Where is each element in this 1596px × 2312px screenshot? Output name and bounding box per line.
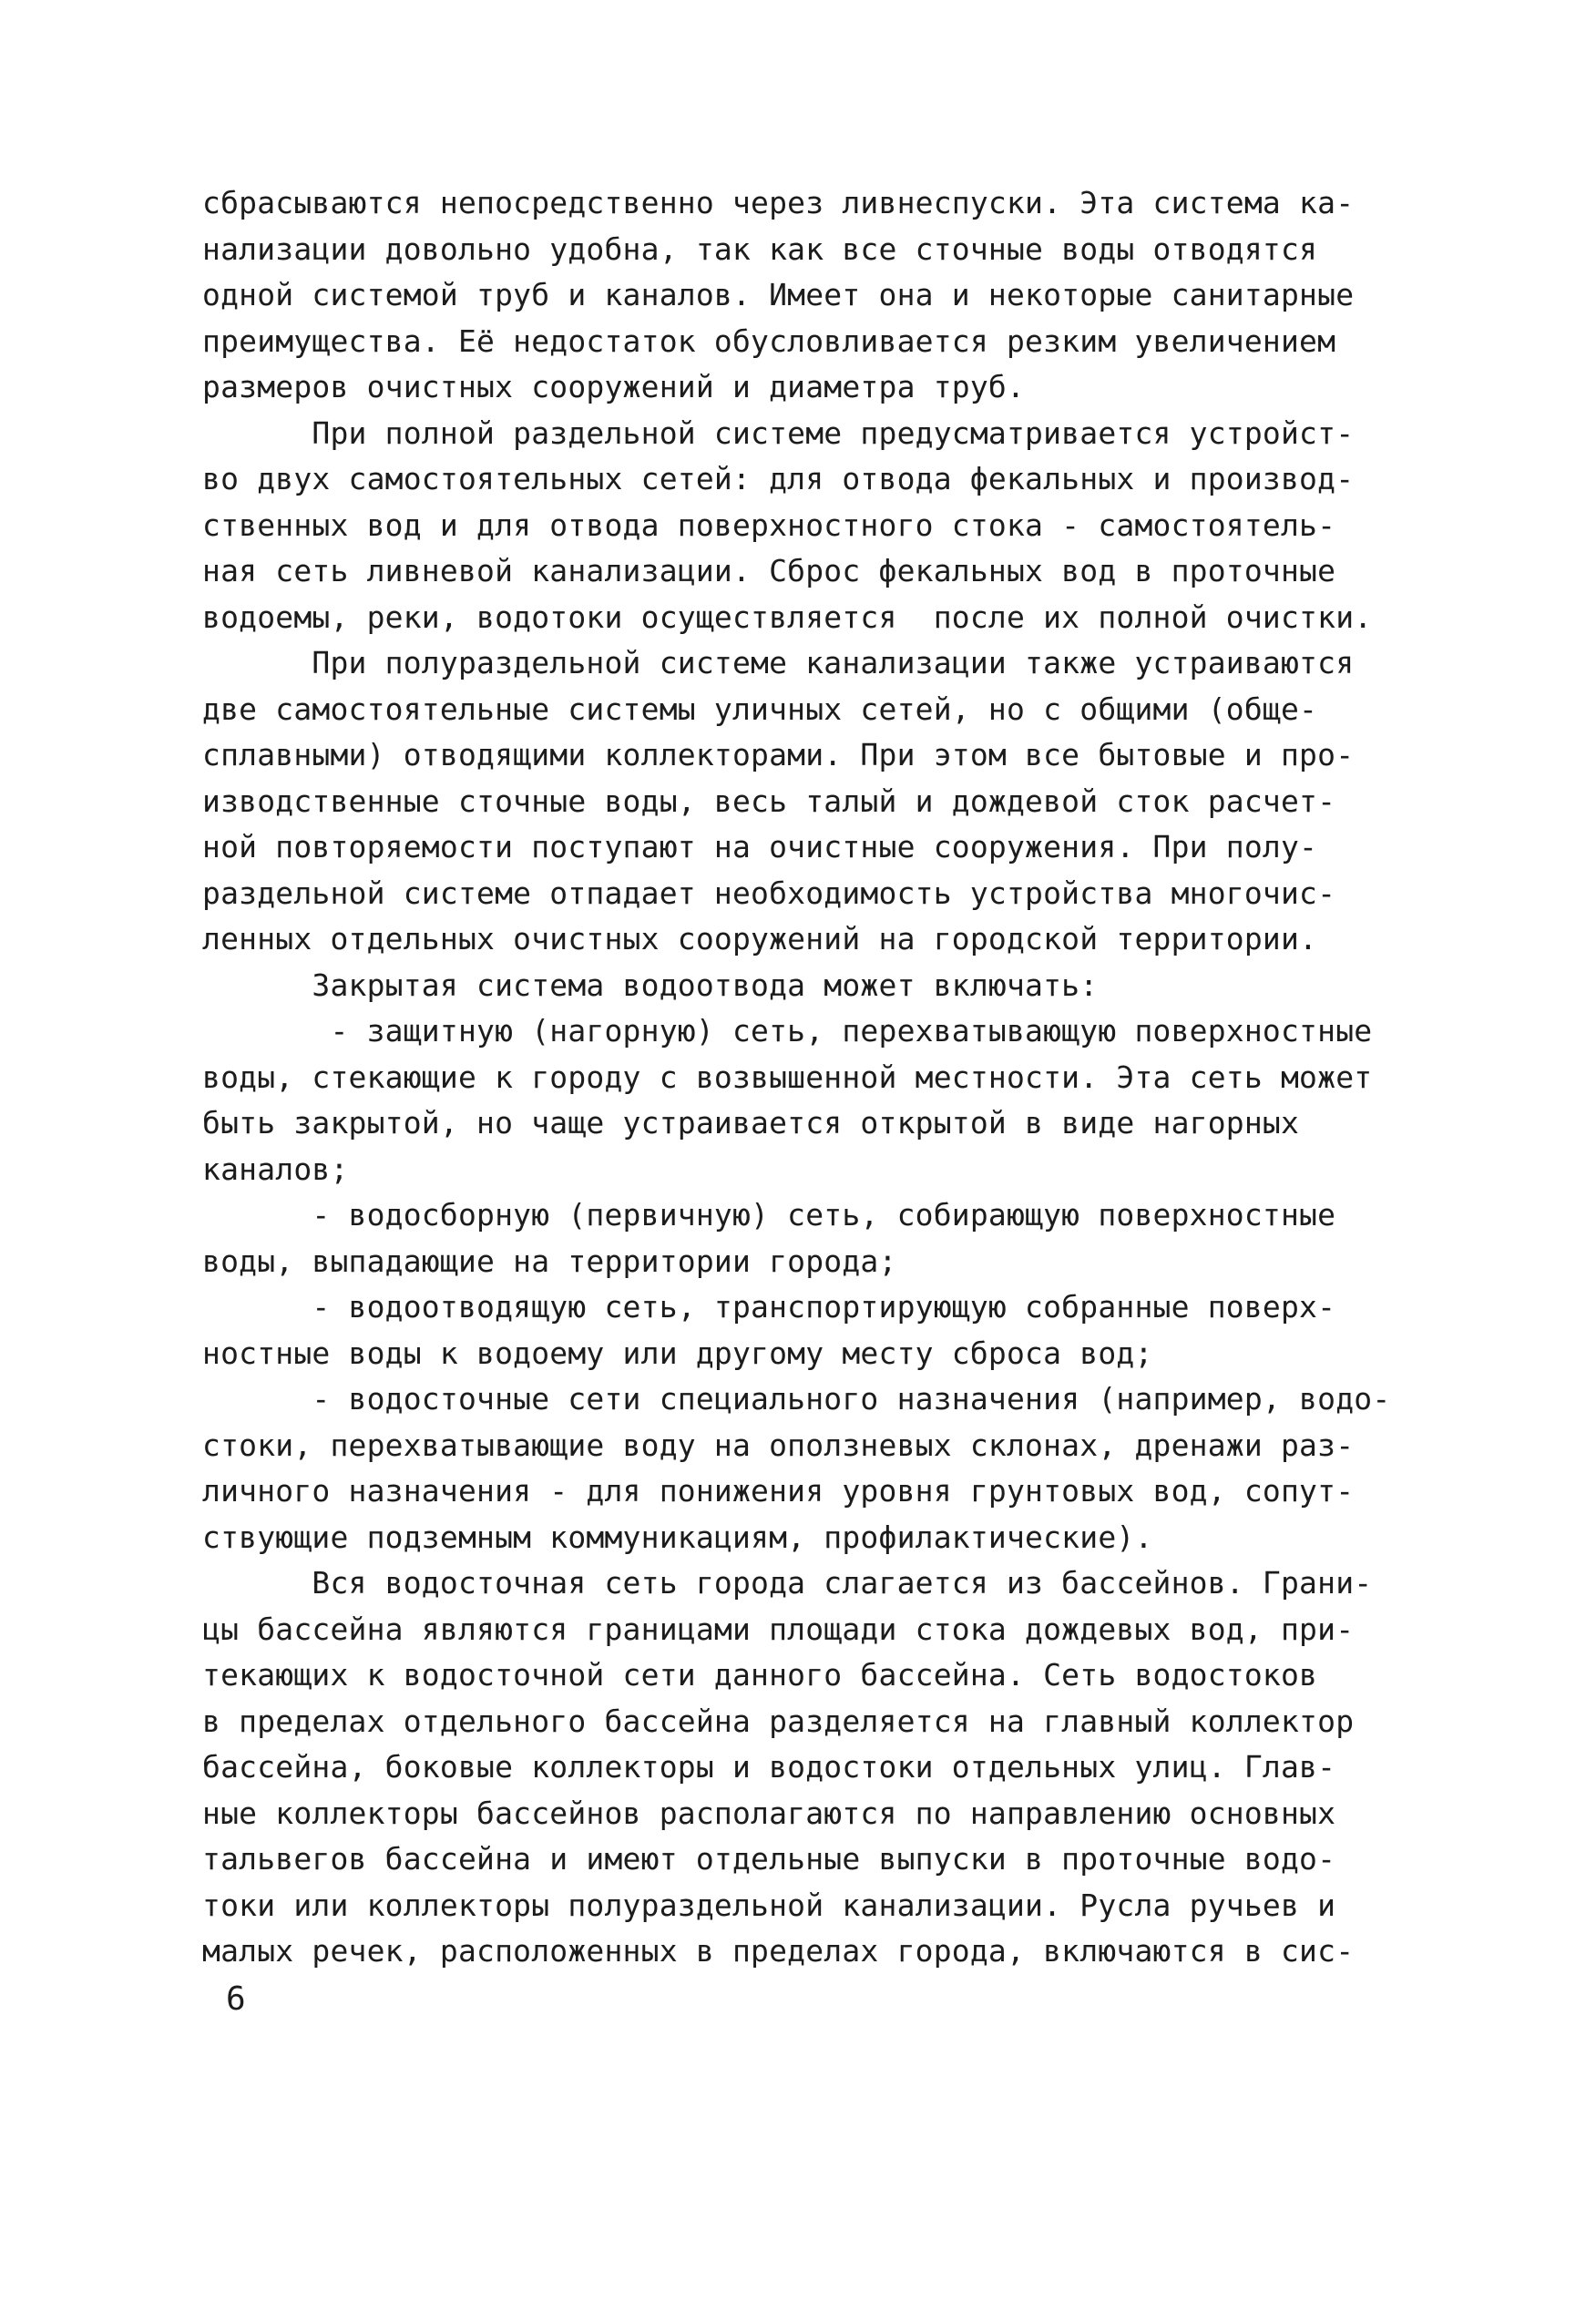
page-number: 6: [226, 1980, 246, 2018]
text-line: ствующие подземным коммуникациям, профилактические).: [202, 1519, 1153, 1555]
text-line: во двух самостоятельных сетей: для отвода фекальных и производ-: [202, 461, 1355, 496]
text-line: ной повторяемости поступают на очистные сооружения. При полу-: [202, 829, 1318, 864]
text-line: водоемы, реки, водотоки осуществляется после их полной очистки.: [202, 598, 1373, 635]
text-line: раздельной системе отпадает необходимость устройства многочис-: [202, 875, 1336, 911]
text-line: воды, выпадающие на территории города;: [202, 1243, 897, 1279]
text-line: личного назначения - для понижения уровня грунтовых вод, сопут-: [202, 1473, 1355, 1509]
text-line: нализации довольно удобна, так как все сточные воды отводятся: [202, 230, 1318, 267]
text-line: быть закрытой, но чаще устраивается открытой в виде нагорных: [202, 1105, 1300, 1141]
text-line: малых речек, расположенных в пределах города, включаются в сис-: [202, 1933, 1355, 1969]
text-line: стоки, перехватывающие воду на оползневых склонах, дренажи раз-: [202, 1427, 1355, 1463]
text-line: При полной раздельной системе предусматривается устройст-: [202, 414, 1355, 451]
text-line: изводственные сточные воды, весь талый и дождевой сток расчет-: [202, 783, 1336, 819]
text-line: текающих к водосточной сети данного бассейна. Сеть водостоков: [202, 1657, 1318, 1693]
text-line: - водосточные сети специального назначения (например, водо-: [202, 1381, 1391, 1417]
text-line: ностные воды к водоему или другому месту сброса вод;: [202, 1335, 1153, 1371]
text-line: сбрасываются непосредственно через ливнеспуски. Эта система ка-: [202, 185, 1355, 220]
text-line: бассейна, боковые коллекторы и водостоки отдельных улиц. Глав-: [202, 1749, 1336, 1785]
text-line: одной системой труб и каналов. Имеет она и некоторые санитарные: [202, 277, 1355, 312]
text-line: цы бассейна являются границами площади стока дождевых вод, при-: [202, 1611, 1355, 1647]
text-line: - защитную (нагорную) сеть, перехватывающую поверхностные: [202, 1013, 1373, 1049]
body-text: [202, 180, 1441, 1975]
text-line: каналов;: [202, 1151, 349, 1187]
text-line: Вся водосточная сеть города слагается из бассейнов. Грани-: [202, 1565, 1373, 1601]
text-line: размеров очистных сооружений и диаметра труб.: [202, 369, 1026, 404]
text-line: При полураздельной системе канализации также устраиваются: [202, 645, 1355, 680]
text-line: - водоотводящую сеть, транспортирующую собранные поверх-: [202, 1289, 1336, 1325]
text-line: Закрытая система водоотвода может включать:: [202, 967, 1099, 1003]
text-line: ственных вод и для отвода поверхностного стока - самостоятель-: [202, 506, 1336, 543]
text-line: воды, стекающие к городу с возвышенной местности. Эта сеть может: [202, 1059, 1373, 1095]
text-line: сплавными) отводящими коллекторами. При этом все бытовые и про-: [202, 737, 1355, 772]
text-line: ная сеть ливневой канализации. Сброс фекальных вод в проточные: [202, 553, 1336, 588]
text-line: токи или коллекторы полураздельной канализации. Русла ручьев и: [202, 1887, 1336, 1923]
text-line: ленных отдельных очистных сооружений на городской территории.: [202, 921, 1318, 957]
text-line: в пределах отдельного бассейна разделяется на главный коллектор: [202, 1703, 1355, 1739]
text-line: - водосборную (первичную) сеть, собирающую поверхностные: [202, 1197, 1336, 1233]
text-line: ные коллекторы бассейнов располагаются по направлению основных: [202, 1795, 1336, 1831]
text-line: преимущества. Её недостаток обусловливается резким увеличением: [202, 322, 1336, 359]
text-line: две самостоятельные системы уличных сетей, но с общими (обще-: [202, 691, 1318, 727]
text-line: тальвегов бассейна и имеют отдельные выпуски в проточные водо-: [202, 1841, 1336, 1877]
